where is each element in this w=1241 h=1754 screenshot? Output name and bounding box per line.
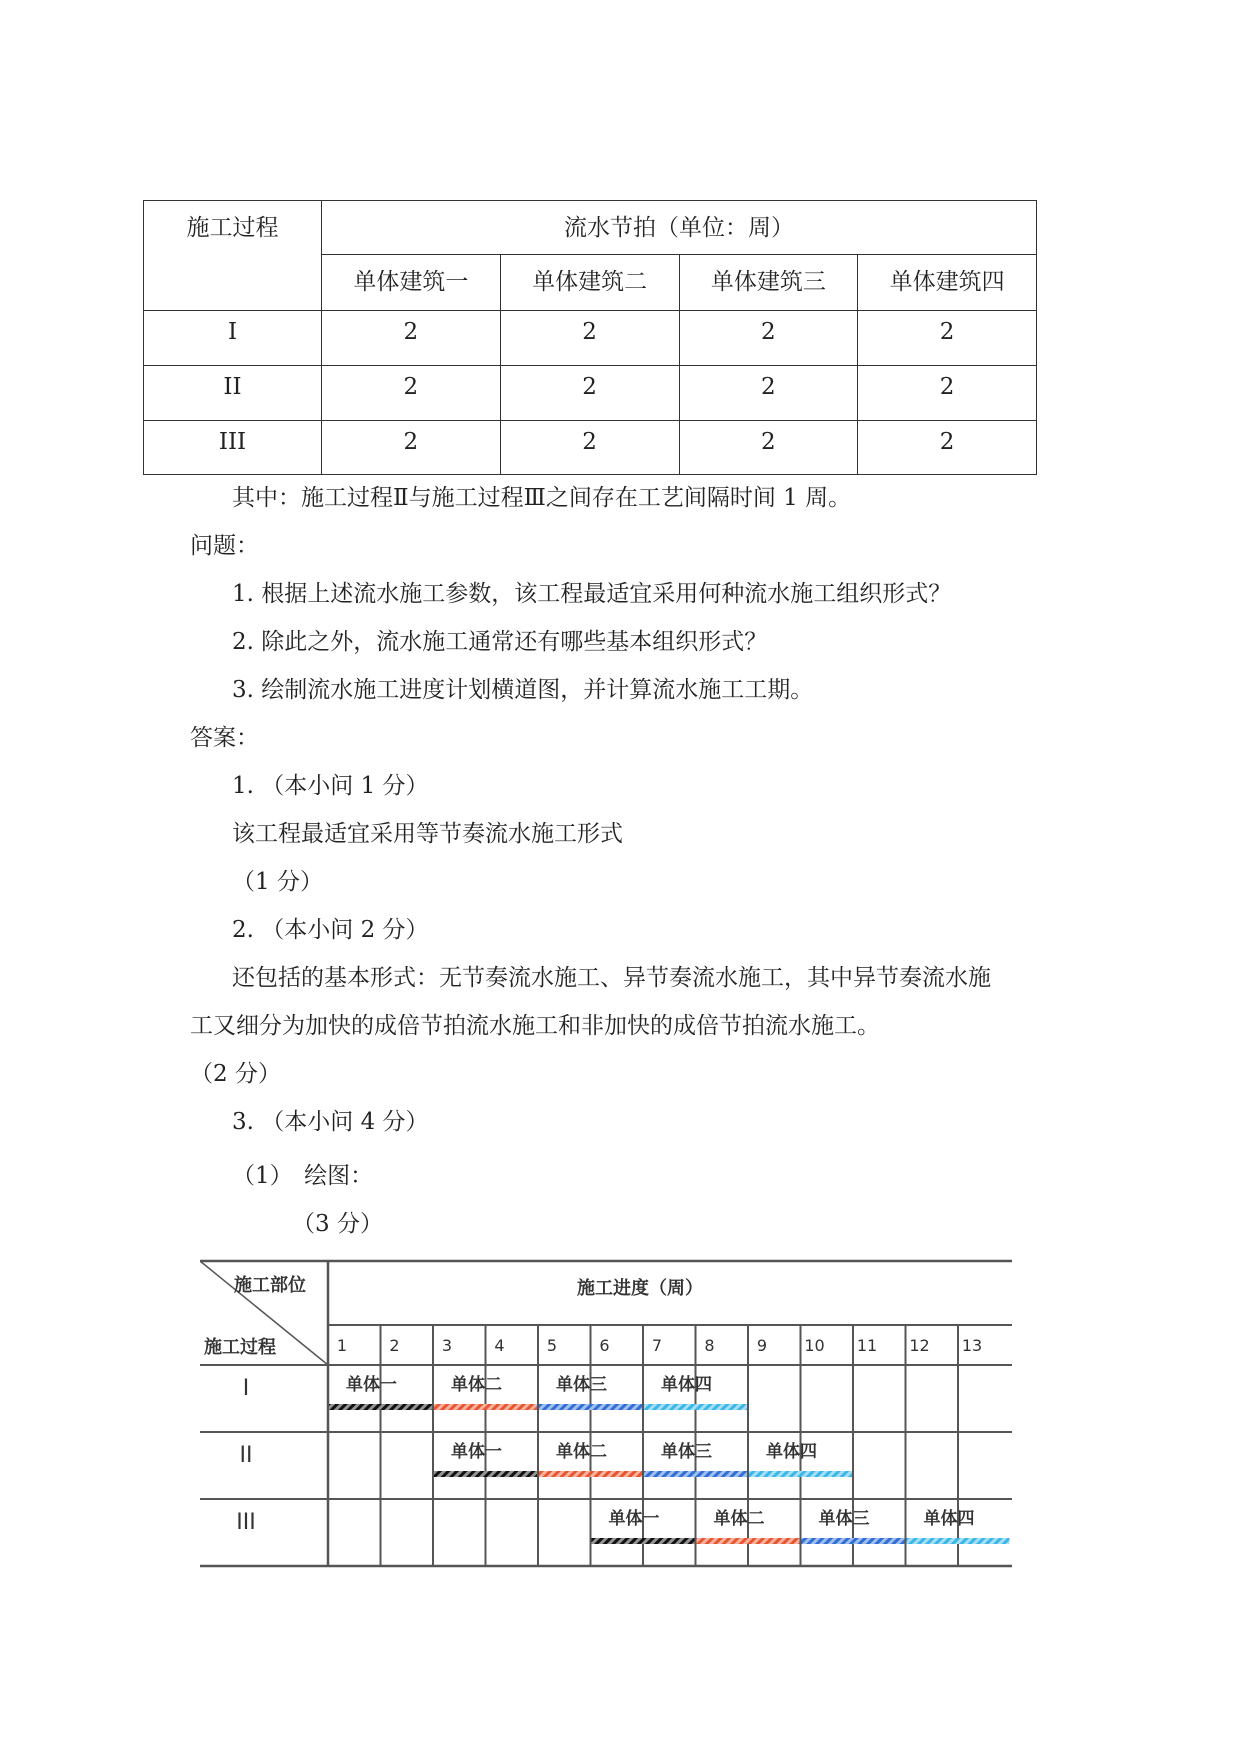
- column-header: 单体建筑三: [679, 255, 858, 311]
- value-cell: 2: [858, 311, 1037, 366]
- note-text: 其中：施工过程Ⅱ与施工过程Ⅲ之间存在工艺间隔时间 1 周。: [232, 485, 852, 511]
- answer-1-body: 该工程最适宜采用等节奏流水施工形式: [232, 821, 623, 847]
- gantt-corner-top: 施工部位: [234, 1275, 306, 1296]
- gantt-bar-hatch: [592, 1538, 695, 1544]
- gantt-bar-hatch: [644, 1404, 747, 1410]
- answer-3-heading: 3. （本小问 4 分）: [232, 1109, 429, 1135]
- gantt-bar-label: 单体二: [451, 1375, 502, 1395]
- column-header: 单体建筑一: [322, 255, 501, 311]
- gantt-week-label: 13: [961, 1336, 983, 1355]
- table-row: [144, 311, 1037, 366]
- gantt-bar-label: 单体三: [556, 1375, 607, 1395]
- gantt-week-label: 4: [494, 1336, 505, 1355]
- question-1: 1. 根据上述流水施工参数，该工程最适宜采用何种流水施工组织形式？: [232, 581, 952, 607]
- value-cell: 2: [500, 366, 679, 421]
- process-cell: II: [144, 366, 322, 421]
- value-cell: 2: [858, 366, 1037, 421]
- rhythm-table: [143, 200, 1037, 475]
- value-cell: 2: [679, 366, 858, 421]
- gantt-bar-label: 单体一: [608, 1509, 660, 1529]
- column-header: 单体建筑四: [858, 255, 1037, 311]
- value-cell: 2: [322, 311, 501, 366]
- answer-3-subitem: （1） 绘图：: [232, 1163, 374, 1189]
- gantt-bar-hatch: [539, 1404, 642, 1410]
- gantt-week-label: 12: [909, 1336, 930, 1355]
- gantt-week-label: 6: [599, 1336, 610, 1355]
- gantt-bar-hatch: [539, 1471, 642, 1477]
- gantt-week-label: 8: [704, 1336, 715, 1355]
- gantt-bar-hatch: [434, 1471, 537, 1477]
- gantt-header-title: 施工进度（周）: [577, 1278, 703, 1299]
- value-cell: 2: [679, 311, 858, 366]
- question-3: 3. 绘制流水施工进度计划横道图，并计算流水施工工期。: [232, 677, 814, 703]
- gantt-corner-bottom: 施工过程: [204, 1337, 276, 1358]
- gantt-bar-label: 单体二: [556, 1442, 607, 1462]
- value-cell: 2: [679, 421, 858, 475]
- gantt-week-label: 7: [651, 1336, 663, 1355]
- process-cell: III: [144, 421, 322, 475]
- gantt-bar-hatch: [697, 1538, 800, 1544]
- answers-label: 答案：: [190, 725, 259, 751]
- gantt-row-label: I: [242, 1376, 250, 1401]
- gantt-bar-hatch: [749, 1471, 852, 1477]
- gantt-bar-label: 单体四: [923, 1509, 975, 1529]
- gantt-week-label: 11: [856, 1336, 878, 1355]
- value-cell: 2: [500, 311, 679, 366]
- answer-1-heading: 1. （本小问 1 分）: [232, 773, 429, 799]
- answer-2-body-line2: 工又细分为加快的成倍节拍流水施工和非加快的成倍节拍流水施工。: [190, 1013, 880, 1039]
- gantt-week-label: 5: [546, 1336, 558, 1355]
- gantt-bar-label: 单体四: [766, 1442, 817, 1462]
- gantt-week-label: 10: [804, 1336, 825, 1355]
- question-2: 2. 除此之外，流水施工通常还有哪些基本组织形式？: [232, 629, 768, 655]
- gantt-bar-label: 单体二: [713, 1509, 765, 1529]
- gantt-bar-hatch: [329, 1404, 432, 1410]
- column-header: 单体建筑二: [500, 255, 679, 311]
- value-cell: 2: [322, 366, 501, 421]
- value-cell: 2: [500, 421, 679, 475]
- questions-label: 问题：: [190, 533, 259, 559]
- gantt-week-label: 2: [389, 1336, 400, 1355]
- gantt-week-label: 1: [336, 1336, 348, 1355]
- answer-1-score: （1 分）: [232, 869, 323, 895]
- answer-2-body-line1: 还包括的基本形式：无节奏流水施工、异节奏流水施工，其中异节奏流水施: [232, 965, 991, 991]
- value-cell: 2: [858, 421, 1037, 475]
- value-cell: 2: [322, 421, 501, 475]
- answer-2-score: （2 分）: [190, 1061, 281, 1087]
- process-cell: I: [144, 311, 322, 366]
- gantt-svg: [200, 1255, 1012, 1585]
- gantt-bar-label: 单体一: [451, 1442, 502, 1462]
- answer-3-score: （3 分）: [292, 1211, 383, 1237]
- gantt-bar-hatch: [802, 1538, 905, 1544]
- gantt-bar-label: 单体一: [346, 1375, 397, 1395]
- gantt-week-label: 9: [756, 1336, 768, 1355]
- gantt-bar-label: 单体三: [661, 1442, 712, 1462]
- gantt-chart: [200, 1255, 1012, 1585]
- table-row: [144, 366, 1037, 421]
- header-process: 施工过程: [144, 201, 322, 311]
- gantt-row-label: II: [239, 1443, 253, 1468]
- gantt-bar-hatch: [907, 1538, 1010, 1544]
- gantt-bar-label: 单体三: [818, 1509, 870, 1529]
- gantt-bar-label: 单体四: [661, 1375, 712, 1395]
- gantt-bar-hatch: [434, 1404, 537, 1410]
- gantt-week-label: 3: [441, 1336, 453, 1355]
- gantt-row-label: III: [236, 1510, 256, 1535]
- header-group: 流水节拍（单位：周）: [322, 201, 1037, 255]
- gantt-bar-hatch: [644, 1471, 747, 1477]
- table-row: [144, 421, 1037, 475]
- answer-2-heading: 2. （本小问 2 分）: [232, 917, 429, 943]
